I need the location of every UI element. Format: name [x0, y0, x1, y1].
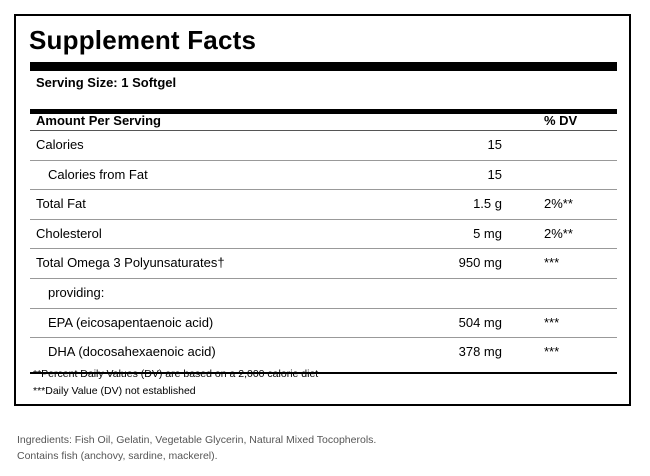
ingredients-line: Ingredients: Fish Oil, Gelatin, Vegetable Glycerin, Natural Mixed Tocopherols. [17, 434, 377, 446]
ingredients-text [17, 432, 376, 464]
nutrient-name: EPA (eicosapentaenoic acid) [48, 314, 214, 330]
table-row [30, 131, 617, 161]
nutrient-name: DHA (docosahexaenoic acid) [48, 344, 216, 360]
table-row [30, 161, 617, 191]
nutrient-amount: 5 mg [473, 225, 502, 241]
nutrient-dv: *** [544, 255, 560, 271]
nutrient-amount: 378 mg [458, 344, 502, 360]
table-header [30, 112, 617, 131]
dv-header: % DV [544, 113, 578, 128]
nutrient-amount: 504 mg [458, 314, 502, 330]
table-row [30, 279, 617, 309]
allergen-line: Contains fish (anchovy, sardine, mackerel). [17, 450, 218, 462]
table-row [30, 249, 617, 279]
nutrient-amount: 950 mg [458, 255, 502, 271]
nutrient-amount: 15 [487, 166, 502, 182]
nutrient-amount: 1.5 g [473, 196, 502, 212]
nutrient-name: Cholesterol [36, 225, 102, 241]
supplement-facts-panel [14, 14, 631, 406]
serving-size: Serving Size: 1 Softgel [36, 75, 177, 90]
nutrient-dv: 2%** [544, 225, 573, 241]
thick-divider [30, 62, 617, 71]
nutrient-amount: 15 [487, 137, 502, 152]
nutrient-name: Total Fat [36, 196, 86, 212]
panel-title: Supplement Facts [29, 25, 257, 55]
footnote-dv-not-established: ***Daily Value (DV) not established [33, 385, 196, 397]
nutrient-name: Calories [36, 137, 84, 152]
nutrient-table [30, 131, 617, 367]
table-row [30, 190, 617, 220]
table-row [30, 220, 617, 250]
table-row [30, 338, 617, 367]
table-row [30, 309, 617, 339]
amount-per-serving-header: Amount Per Serving [36, 113, 161, 128]
nutrient-name: Total Omega 3 Polyunsaturates† [36, 255, 225, 271]
nutrient-dv: *** [544, 344, 560, 360]
nutrient-name: providing: [48, 284, 105, 300]
footnote-dv-basis: **Percent Daily Values (DV) are based on a 2,000 calorie diet [33, 368, 319, 380]
nutrient-name: Calories from Fat [48, 166, 148, 182]
nutrient-dv: *** [544, 314, 560, 330]
nutrient-dv: 2%** [544, 196, 573, 212]
